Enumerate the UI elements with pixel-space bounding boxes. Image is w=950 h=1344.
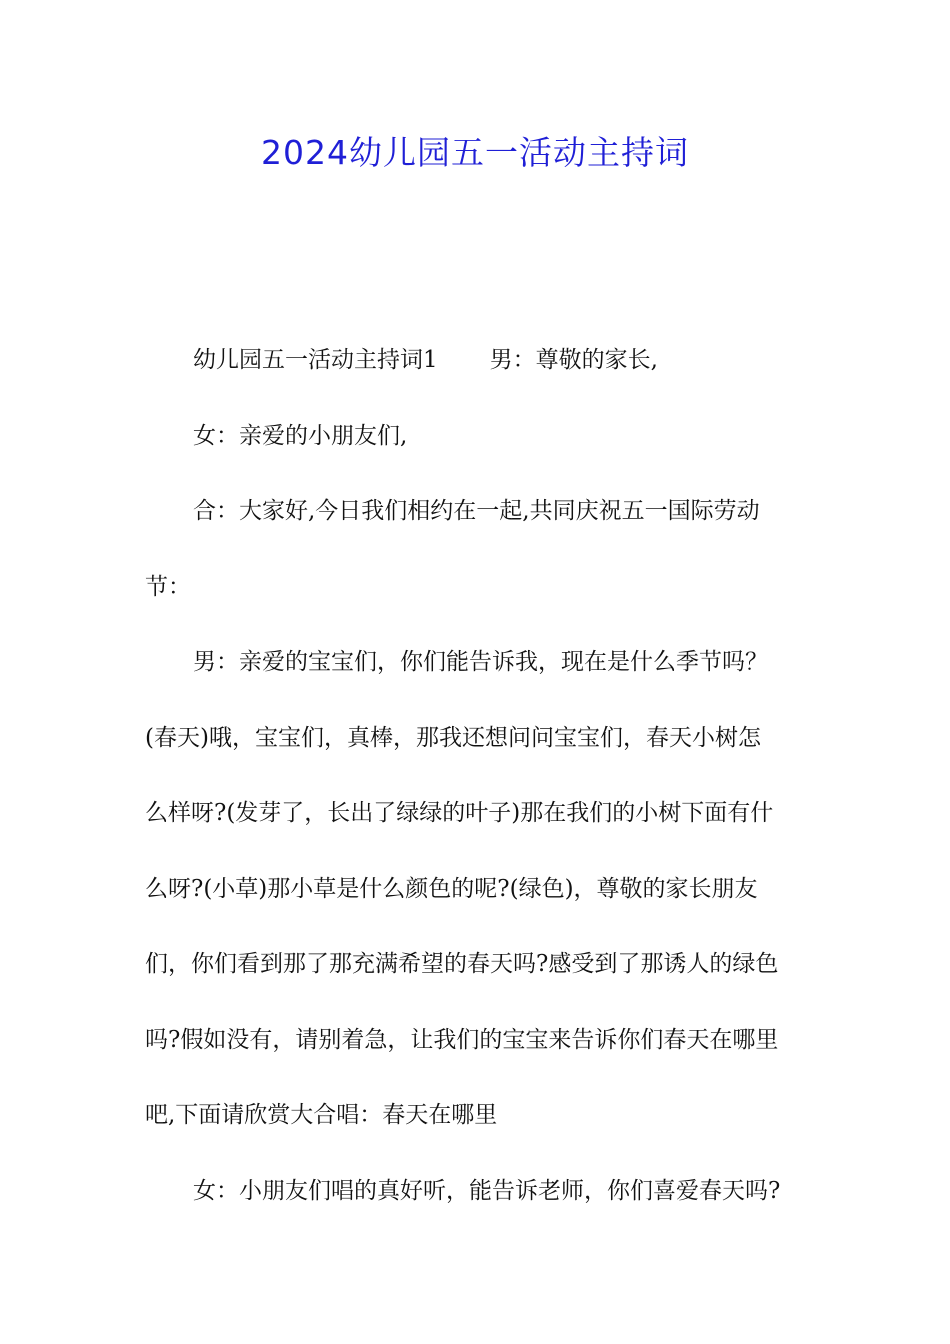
- paragraph-line: 么样呀?(发芽了，长出了绿绿的叶子)那在我们的小树下面有什: [145, 800, 774, 826]
- paragraph-line: 节：: [145, 573, 191, 600]
- paragraph-line: 合：大家好,今日我们相约在一起,共同庆祝五一国际劳动: [193, 498, 760, 524]
- paragraph-line: 女：小朋友们唱的真好听，能告诉老师，你们喜爱春天吗?: [193, 1177, 781, 1204]
- document-title: 2024幼儿园五一活动主持词: [261, 133, 689, 172]
- document-body: [145, 335, 810, 1241]
- paragraph-line: 么呀?(小草)那小草是什么颜色的呢?(绿色)，尊敬的家长朋友: [145, 875, 758, 902]
- section-heading: 幼儿园五一活动主持词1: [193, 347, 438, 373]
- paragraph-line: [145, 335, 810, 386]
- paragraph-line: 女：亲爱的小朋友们,: [193, 422, 408, 449]
- paragraph-line: 男：亲爱的宝宝们，你们能告诉我，现在是什么季节吗？: [193, 649, 768, 675]
- paragraph-line: (春天)哦，宝宝们，真棒，那我还想问问宝宝们，春天小树怎: [145, 724, 761, 751]
- paragraph-line: 吧,下面请欣赏大合唱：春天在哪里: [145, 1102, 498, 1128]
- speaker-line: 男：尊敬的家长,: [489, 347, 658, 373]
- paragraph-line: 们，你们看到那了那充满希望的春天吗?感受到了那诱人的绿色: [145, 951, 779, 977]
- paragraph-line: 吗?假如没有，请别着急，让我们的宝宝来告诉你们春天在哪里: [145, 1026, 779, 1053]
